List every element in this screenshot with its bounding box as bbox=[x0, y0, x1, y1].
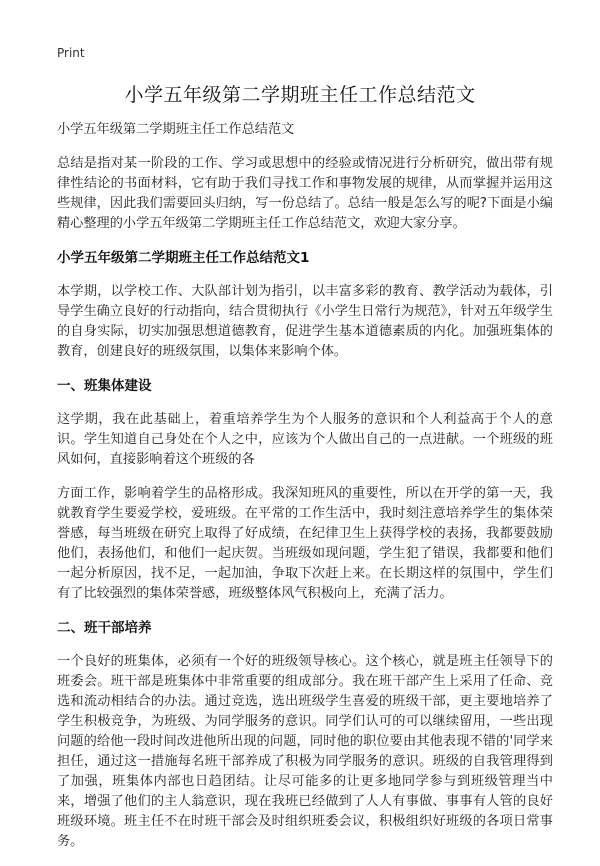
document-subtitle: 小学五年级第二学期班主任工作总结范文 bbox=[57, 122, 295, 137]
heading-class-building: 一、班集体建设 bbox=[57, 378, 152, 394]
print-label[interactable]: Print bbox=[57, 46, 85, 60]
section-intro-paragraph: 本学期，以学校工作、大队部计划为指引，以丰富多彩的教育、教学活动为载体，引导学生确立良好的行动指向，结合贯彻执行《小学生日常行为规范》，针对五年级学生的自身实际，切实加强思想道德教育，促进学生基本道德素质的内化。加强班集体的教育，创建良好的班级氛围，以集体来影响个体。 bbox=[57, 284, 553, 359]
document-body bbox=[57, 120, 553, 866]
cadre-training-paragraph: 一个良好的班集体，必须有一个好的班级领导核心。这个核心，就是班主任领导下的班委会。班干部是班集体中非常重要的组成部分。我在班干部产生上采用了任命、竞选和流动相结合的办法。通过竞选，选出班级学生喜爱的班级干部，更主要地培养了学生积极竞争，为班级、为同学服务的意识。同学们认可的可以继续留用，一些出现问题的给他一段时间改进他所出现的问题，同时他的职位要由其他表现不错的'同学来担任，通过这一措施每名班干部养成了积极为同学服务的意识。班级的自我管理得到了加强，班集体内部也日趋团结。让尽可能多的让更多地同学参与到班级管理当中来，增强了他们的主人翁意识，现在我班已经做到了人人有事做、事事有人管的良好班级环境。班主任不在时班干部会及时组织班委会议，积极组织好班级的各项日常事务。 bbox=[57, 654, 553, 849]
heading-cadre-training: 二、班干部培养 bbox=[57, 620, 152, 636]
document-title: 小学五年级第二学期班主任工作总结范文 bbox=[124, 84, 476, 106]
class-building-paragraph-2: 方面工作，影响着学生的品格形成。我深知班风的重要性，所以在开学的第一天，我就教育学生要爱学校，爱班级。在平常的工作生活中，我时刻注意培养学生的集体荣誉感，每当班级在研究上取得了好成绩，在纪律卫生上获得学校的表扬，我都要鼓励他们，表扬他们，和他们一起庆贺。当班级如现问题，学生犯了错误，我都要和他们一起分析原因，找不足，一起加油，争取下次赶上来。在长期这样的氛围中，学生们有了比较强烈的集体荣誉感，班级整体风气积极向上，充满了活力。 bbox=[57, 486, 553, 601]
intro-paragraph: 总结是指对某一阶段的工作、学习或思想中的经验或情况进行分析研究，做出带有规律性结论的书面材料，它有助于我们寻找工作和事物发展的规律，从而掌握并运用这些规律，因此我们需要回头归纳，写一份总结了。总结一般是怎么写的呢?下面是小编精心整理的小学五年级第二学期班主任工作总结范文，欢迎大家分享。 bbox=[57, 156, 553, 231]
section-title: 小学五年级第二学期班主任工作总结范文1 bbox=[57, 250, 310, 266]
class-building-paragraph-1: 这学期，我在此基础上，着重培养学生为个人服务的意识和个人利益高于个人的意识。学生知道自己身处在个人之中，应该为个人做出自己的一点进献。一个班级的班风如何，直接影响着这个班级的各 bbox=[57, 412, 553, 467]
